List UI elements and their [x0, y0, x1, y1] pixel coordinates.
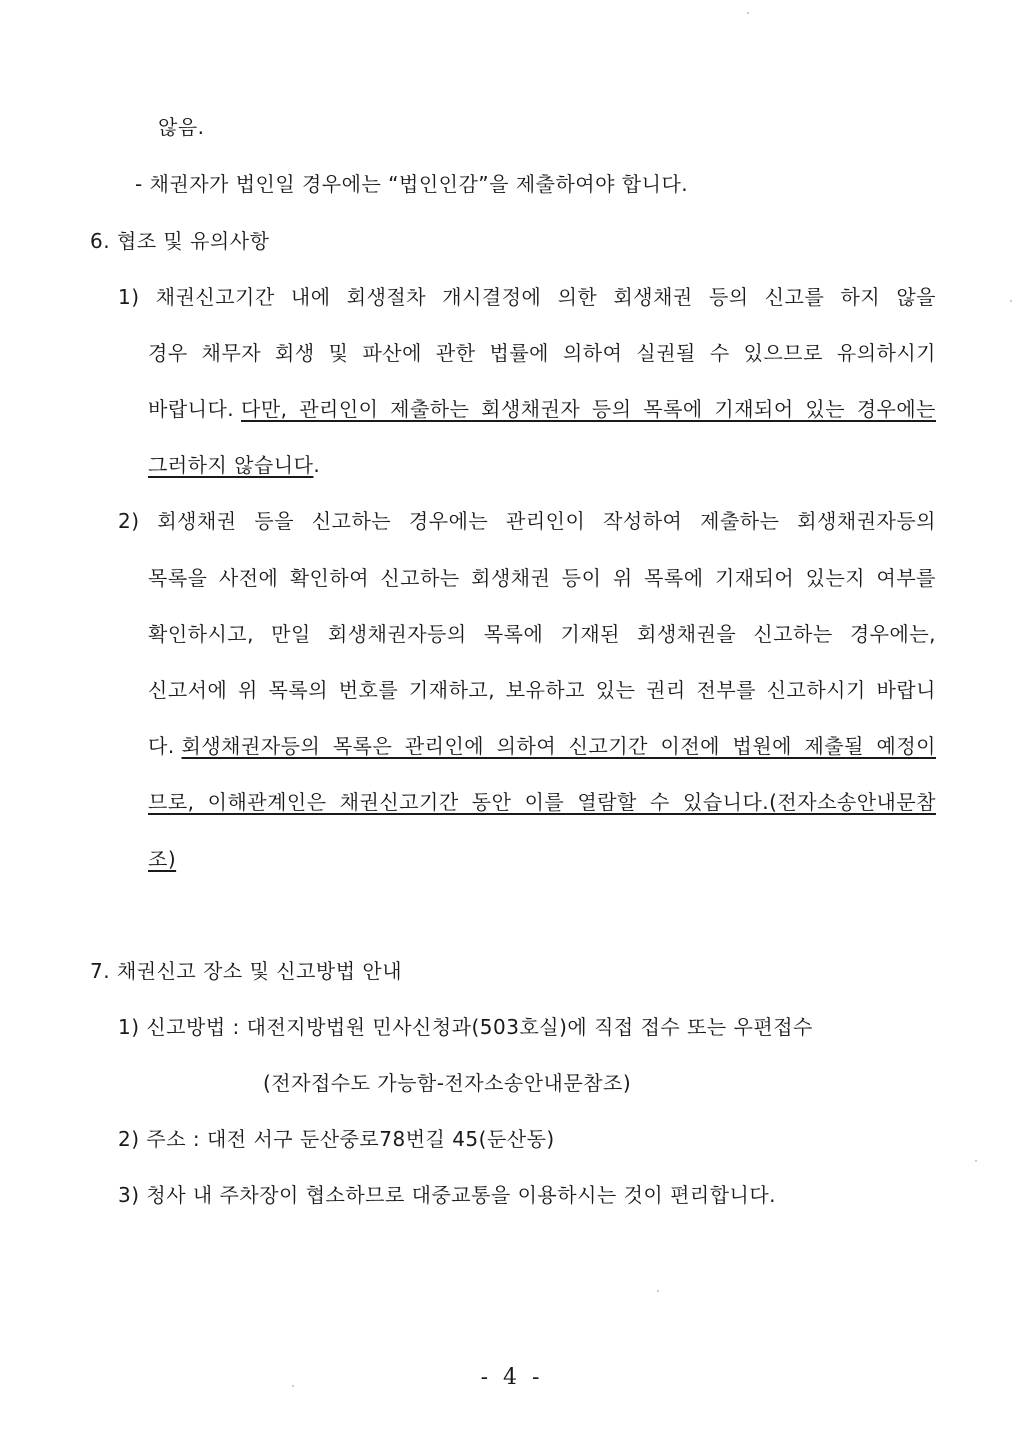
section-7-item-3: 3) 청사 내 주차장이 협소하므로 대중교통을 이용하시는 것이 편리합니다. [118, 1183, 777, 1207]
section-6-heading: 6. 협조 및 유의사항 [90, 229, 270, 253]
section-6-item-2-line-1: 2) 회생채권 등을 신고하는 경우에는 관리인이 작성하여 제출하는 회생채권자등의 [118, 509, 936, 533]
underlined-text: 그러하지 않습니다 [148, 453, 314, 477]
scan-speck [747, 12, 749, 14]
section-6-item-1-line-3 [148, 396, 936, 422]
section-7-item-1-sub: (전자접수도 가능함-전자소송안내문참조) [263, 1071, 632, 1095]
underlined-text: 다만, 관리인이 제출하는 회생채권자 등의 목록에 기재되어 있는 경우에는 [241, 397, 936, 421]
section-6-item-2-line-5 [148, 733, 936, 759]
section-7-heading: 7. 채권신고 장소 및 신고방법 안내 [90, 959, 403, 983]
section-6-item-2-line-2: 목록을 사전에 확인하여 신고하는 회생채권 등이 위 목록에 기재되어 있는지 여부를 [148, 566, 936, 590]
scan-speck [975, 1160, 977, 1162]
continuation-text: 않음. [158, 115, 205, 139]
section-6-item-2-line-3: 확인하시고, 만일 회생채권자등의 목록에 기재된 회생채권을 신고하는 경우에는, [148, 622, 936, 646]
section-7-item-1: 1) 신고방법 : 대전지방법원 민사신청과(503호실)에 직접 접수 또는 우편접수 [118, 1015, 813, 1039]
section-6-item-1-line-1: 1) 채권신고기간 내에 회생절차 개시결정에 의한 회생채권 등의 신고를 하지 않을 [118, 285, 936, 309]
plain-text: . [313, 453, 321, 477]
section-7-item-2: 2) 주소 : 대전 서구 둔산중로78번길 45(둔산동) [118, 1127, 555, 1151]
plain-text: 다. [148, 734, 182, 758]
section-6-item-2-line-4: 신고서에 위 목록의 번호를 기재하고, 보유하고 있는 권리 전부를 신고하시기 바랍니 [148, 678, 936, 702]
scan-speck [1010, 300, 1012, 302]
plain-text: 바랍니다. [148, 397, 241, 421]
section-6-item-2-line-6: 므로, 이해관계인은 채권신고기간 동안 이를 열람할 수 있습니다.(전자소송안내문참 [148, 790, 936, 814]
page-number: - 4 - [480, 1365, 544, 1390]
section-6-item-1-line-4 [148, 452, 320, 478]
section-6-item-2-line-7: 조) [148, 847, 177, 871]
scan-speck [657, 1290, 659, 1292]
underlined-text: 회생채권자등의 목록은 관리인에 의하여 신고기간 이전에 법원에 제출될 예정이 [181, 734, 936, 758]
section-6-item-1-line-2: 경우 채무자 회생 및 파산에 관한 법률에 의하여 실권될 수 있으므로 유의하시기 [148, 341, 936, 365]
corporate-seal-note: - 채권자가 법인일 경우에는 “법인인감”을 제출하여야 합니다. [135, 172, 689, 196]
scan-speck [292, 1385, 294, 1387]
